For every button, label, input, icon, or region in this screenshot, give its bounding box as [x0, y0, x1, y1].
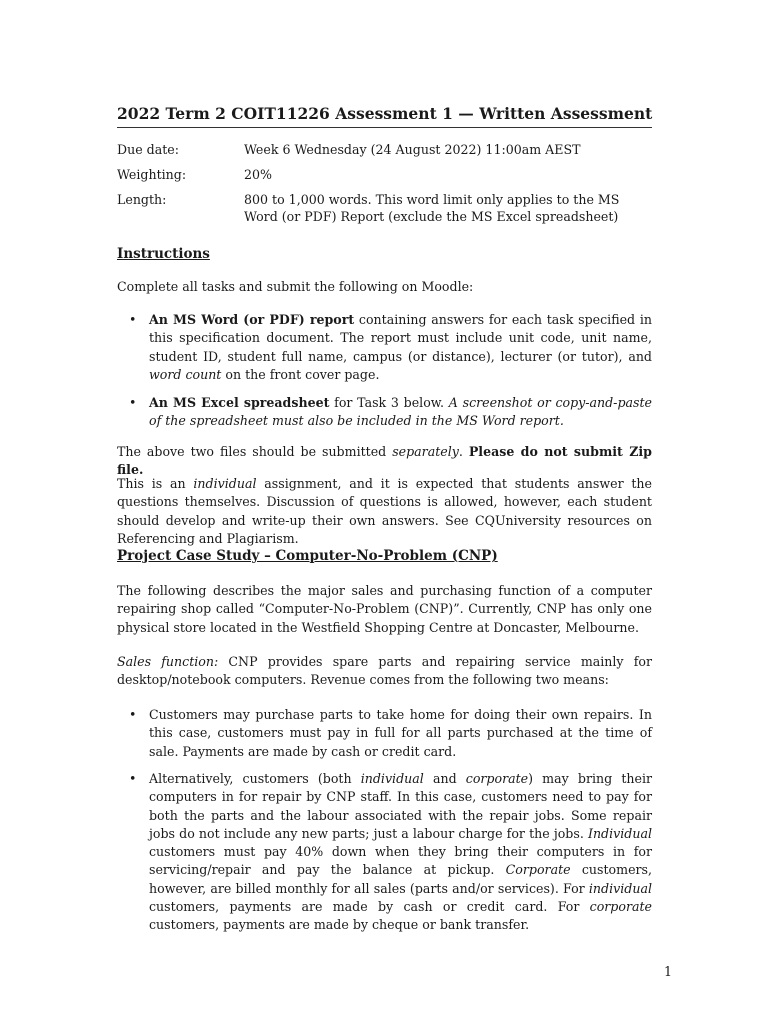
list-item-text: Alternatively, customers (both individual and corporate) may bring their computers in for repair by CNP staff. In this case, customers need to pay for both the parts and the labour associated with the repair jobs. Some repair jobs do not include any new parts; just a labour charge for the jobs. Individual customers must pay 40% down when they bring their computers in for servicing/repair and pay the balance at pickup. Corporate customers, however, are billed monthly for all sales (parts and/or services). For individual customers, payments are made by cash or credit card. For corporate customers, payments are made by cheque or bank transfer.	[149, 771, 653, 933]
bullet-icon: •	[129, 707, 137, 722]
weighting-label: Weighting:	[117, 167, 187, 182]
page-number: 1	[664, 964, 673, 979]
bullet-icon: •	[129, 771, 137, 786]
due-date-label: Due date:	[117, 142, 179, 157]
instructions-intro: Complete all tasks and submit the following on Moodle:	[117, 279, 474, 294]
individual-note: This is an individual assignment, and it is expected that students answer the questions themselves. Discussion of questions is allowed, however, each student should develop and write-up their own answers. See CQUniversity resources on Referencing and Plagiarism.	[117, 476, 652, 546]
length-label: Length:	[117, 192, 167, 207]
sales-function-para: Sales function: CNP provides spare parts and repairing service mainly for desktop/notebook computers. Revenue comes from the following two means:	[117, 654, 652, 688]
files-note: The above two files should be submitted separately. Please do not submit Zip file.	[117, 444, 652, 478]
case-study-heading: Project Case Study – Computer-No-Problem (CNP)	[117, 548, 498, 564]
case-study-intro: The following describes the major sales and purchasing function of a computer repairing shop called “Computer-No-Problem (CNP)”. Currently, CNP has only one physical store located in the Westfield Shopping Centre at Doncaster, Melbourne.	[117, 583, 652, 635]
document-title: 2022 Term 2 COIT11226 Assessment 1 — Written Assessment	[117, 104, 652, 128]
list-item-text: An MS Excel spreadsheet for Task 3 below. A screenshot or copy-and-paste of the spreadsheet must also be included in the MS Word report.	[149, 395, 652, 429]
due-date-value: Week 6 Wednesday (24 August 2022) 11:00am AEST	[244, 142, 581, 157]
length-value: 800 to 1,000 words. This word limit only applies to the MS Word (or PDF) Report (exclude the MS Excel spreadsheet)	[244, 192, 620, 224]
bullet-icon: •	[129, 395, 137, 410]
weighting-value: 20%	[244, 167, 272, 182]
instructions-heading: Instructions	[117, 246, 210, 262]
list-item-text: An MS Word (or PDF) report containing answers for each task specified in this specification document. The report must include unit code, unit name, student ID, student full name, campus (or distance), lecturer (or tutor), and word count on the front cover page.	[149, 312, 652, 382]
list-item-text: Customers may purchase parts to take home for doing their own repairs. In this case, customers must pay in full for all parts purchased at the time of sale. Payments are made by cash or credit card.	[149, 707, 652, 759]
bullet-icon: •	[129, 312, 137, 327]
